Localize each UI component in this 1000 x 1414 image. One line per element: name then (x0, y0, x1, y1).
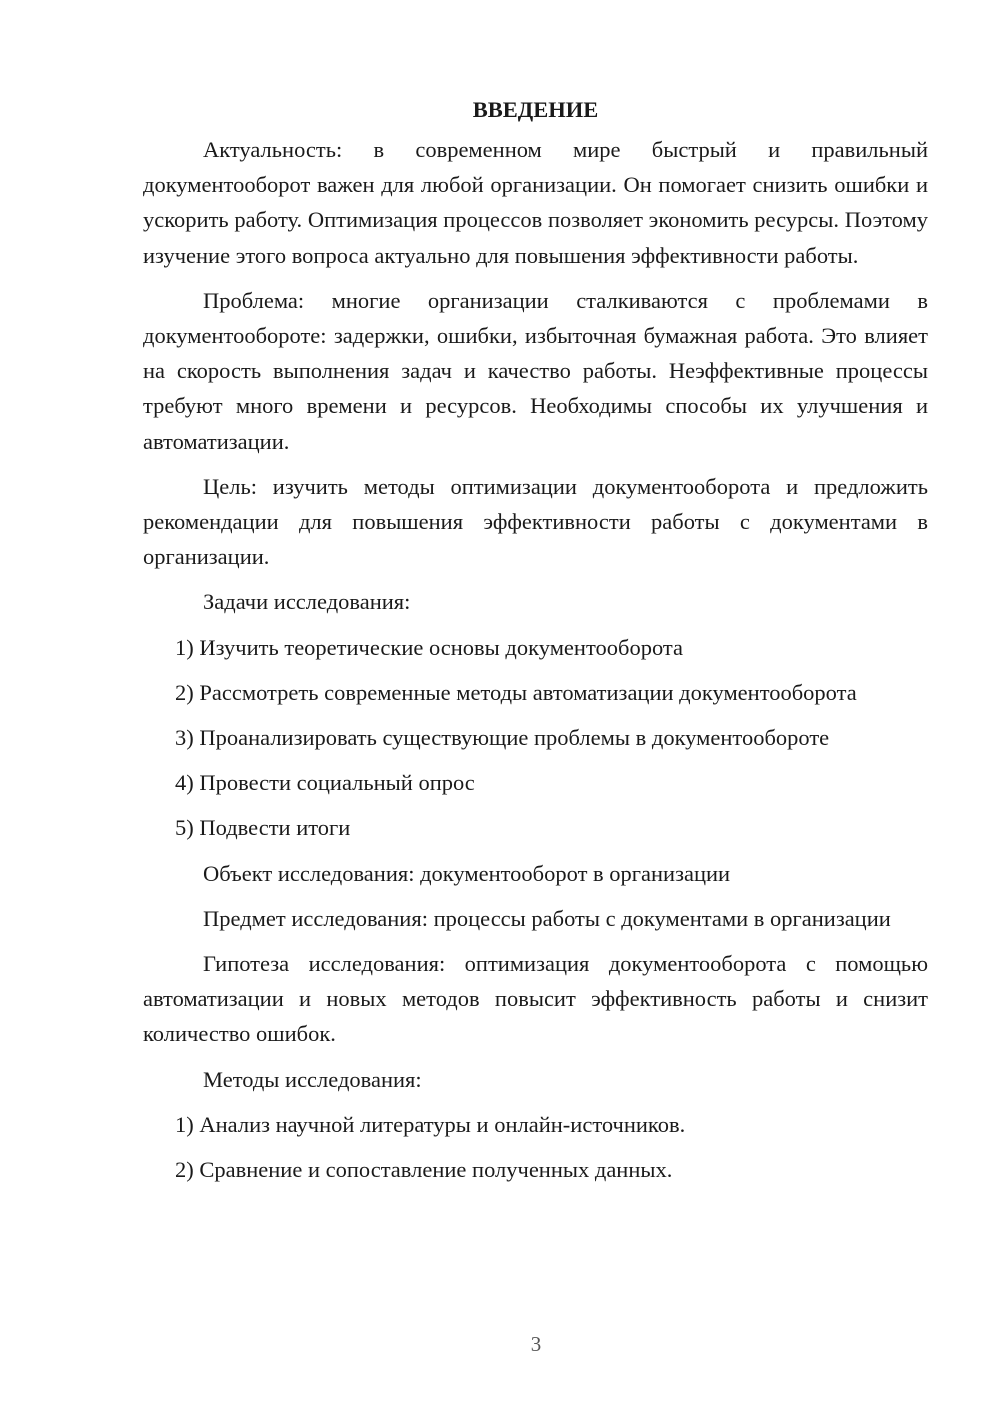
tasks-heading: Задачи исследования: (203, 589, 411, 615)
relevance-paragraph: Актуальность: в современном мире быстрый и правильный документооборот важен для любой организации. Он помогает снизить ошибки и ускорить работу. Оптимизация процессов позволяет экономить ресурсы. Поэтому изучение этого вопроса актуально для повышения эффективности работы. (143, 137, 928, 268)
task-item: 4) Провести социальный опрос (175, 770, 475, 796)
document-body (143, 92, 928, 1187)
subject-paragraph: Предмет исследования: процессы работы с документами в организации (203, 905, 891, 931)
method-item: 1) Анализ научной литературы и онлайн-источников. (175, 1111, 686, 1137)
page-number: 3 (530, 1332, 542, 1356)
methods-heading: Методы исследования: (203, 1066, 422, 1092)
task-item: 2) Рассмотреть современные методы автоматизации документооборота (175, 679, 857, 705)
method-item: 2) Сравнение и сопоставление полученных данных. (175, 1157, 673, 1183)
object-paragraph: Объект исследования: документооборот в организации (203, 860, 731, 886)
section-heading: ВВЕДЕНИЕ (472, 97, 599, 122)
hypothesis-paragraph: Гипотеза исследования: оптимизация документооборота с помощью автоматизации и новых методов повысит эффективность работы и снизит количество ошибок. (143, 951, 928, 1047)
problem-paragraph: Проблема: многие организации сталкиваются с проблемами в документообороте: задержки, ошибки, избыточная бумажная работа. Это влияет на скорость выполнения задач и качество работы. Неэффективные процессы требуют много времени и ресурсов. Необходимы способы их улучшения и автоматизации. (143, 287, 928, 454)
task-item: 5) Подвести итоги (175, 815, 351, 841)
task-item: 3) Проанализировать существующие проблемы в документообороте (175, 725, 830, 751)
task-item: 1) Изучить теоретические основы документооборота (175, 634, 683, 660)
goal-paragraph: Цель: изучить методы оптимизации документооборота и предложить рекомендации для повышения эффективности работы с документами в организации. (143, 473, 928, 570)
